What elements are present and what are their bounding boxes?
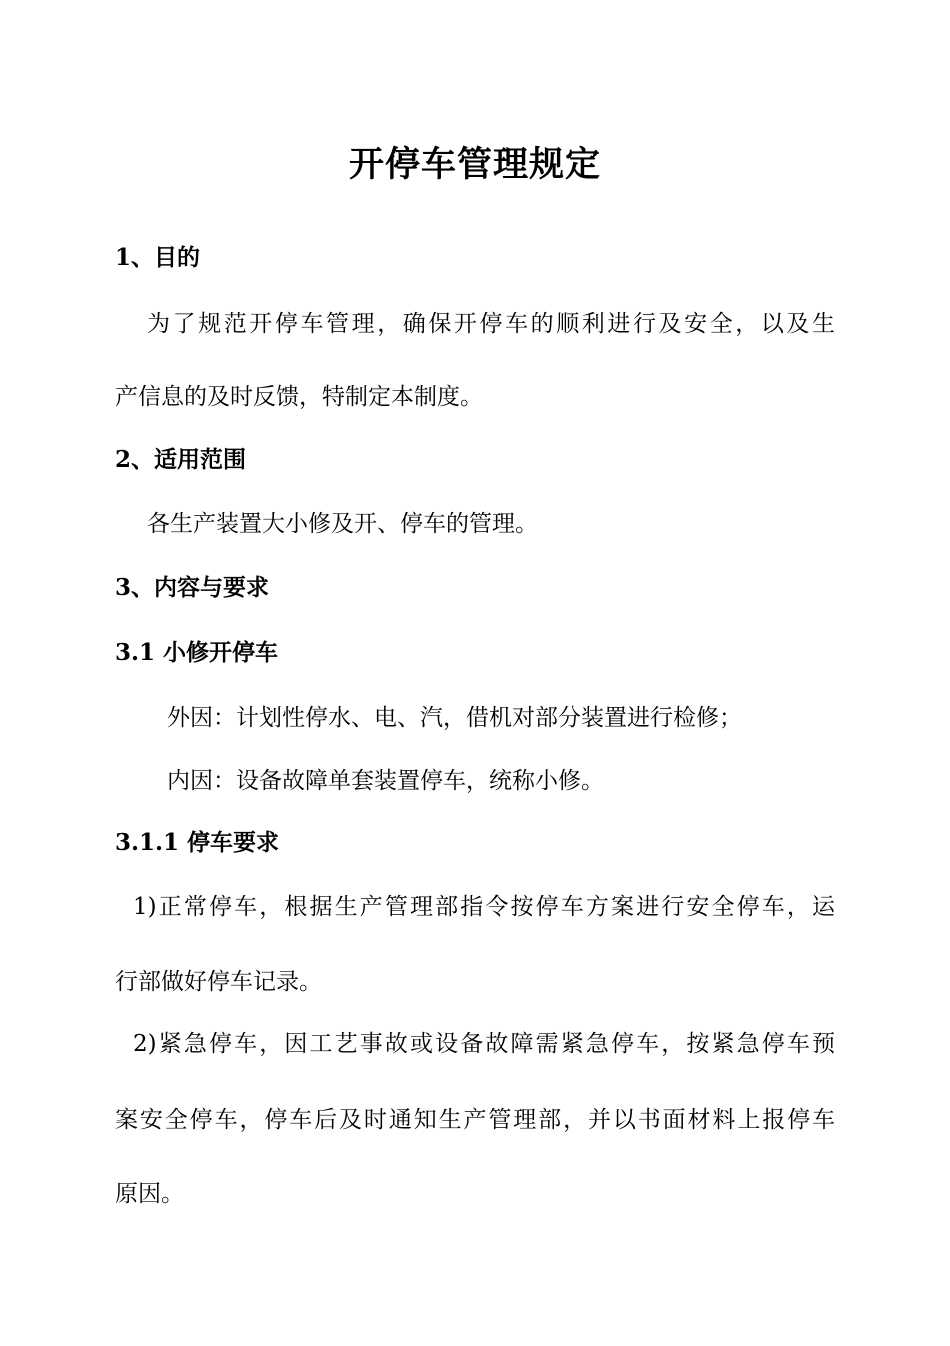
subsubsection-heading-shutdown-requirements: 3.1.1 停车要求 — [115, 829, 280, 856]
minor-repair-internal-cause: 内因：设备故障单套装置停车，统称小修。 — [167, 768, 604, 794]
item-2-line-2: 案安全停车，停车后及时通知生产管理部，并以书面材料上报停车 — [115, 1107, 835, 1133]
section-heading-scope: 2、适用范围 — [115, 446, 247, 473]
section-heading-purpose: 1、目的 — [115, 244, 201, 271]
purpose-paragraph-line-2: 产信息的及时反馈，特制定本制度。 — [115, 384, 483, 410]
item-1-line-2: 行部做好停车记录。 — [115, 969, 322, 995]
scope-paragraph: 各生产装置大小修及开、停车的管理。 — [147, 511, 538, 537]
item-2-line-3: 原因。 — [115, 1181, 184, 1207]
section-heading-content: 3、内容与要求 — [115, 574, 270, 601]
document-title: 开停车管理规定 — [348, 144, 601, 185]
subsection-heading-minor-repair: 3.1 小修开停车 — [115, 639, 279, 666]
purpose-paragraph-line-1: 为了规范开停车管理，确保开停车的顺利进行及安全，以及生 — [147, 311, 835, 337]
item-1-line-1: 1)正常停车，根据生产管理部指令按停车方案进行安全停车，运 — [133, 894, 835, 920]
item-2-line-1: 2)紧急停车，因工艺事故或设备故障需紧急停车，按紧急停车预 — [133, 1031, 835, 1057]
minor-repair-external-cause: 外因：计划性停水、电、汽，借机对部分装置进行检修； — [167, 705, 742, 731]
